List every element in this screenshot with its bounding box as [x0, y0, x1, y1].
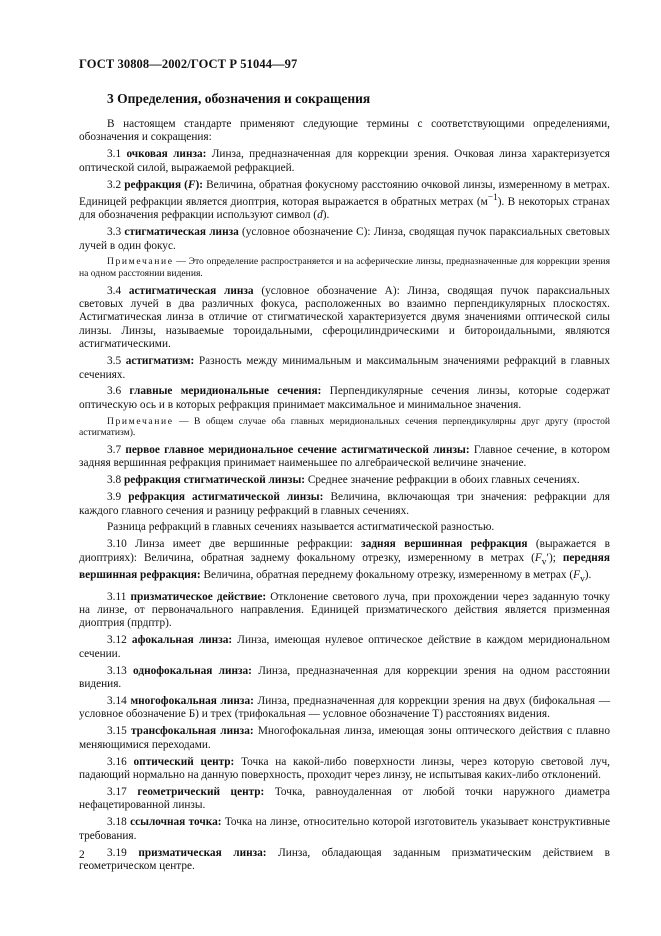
- clause-number: 3.16: [107, 755, 127, 768]
- definition-text: Величина, обратная фокусному расстоянию очковой линзы, измеренному в метрах. Единицей рефракции является диоптрия, которая выражается в обратных метрах (м: [79, 178, 610, 208]
- definition-3-11: [79, 591, 610, 631]
- clause-number: 3.4: [107, 284, 122, 297]
- term: призматическая линза:: [138, 846, 267, 859]
- term: ссылочная точка:: [130, 816, 222, 829]
- definition-3-8: [79, 474, 610, 487]
- definition-text: Перпендикулярные сечения линзы, которые содержат оптическую ось и в которых рефракция принимает максимальное и минимальное значения.: [79, 385, 611, 411]
- definition-text: Многофокальная линза, имеющая зоны оптического действия с плавно меняющимися переходами.: [79, 725, 610, 751]
- definition-3-12: [79, 634, 610, 661]
- note-1: [79, 256, 610, 279]
- definition-3-2: 3.2 рефракция (F): Величина, обратная фокусному расстоянию очковой линзы, измеренному в метрах. Единицей рефракции является диоптрия, которая выражается в обратных метрах $(м^{-1})$. В некоторых странах для обозначения рефракции используют символ (d).: [79, 178, 611, 222]
- term: многофокальная линза:: [130, 694, 254, 707]
- term: призматическое действие:: [130, 590, 267, 603]
- term: первое главное меридиональное сечение астигматической линзы:: [125, 443, 470, 456]
- term: рефракция (F):: [124, 178, 203, 191]
- definition-text: Линза, имеющая нулевое оптическое действие в каждом меридиональном сечении.: [79, 634, 610, 660]
- definition-text: Точка на какой-либо поверхности линзы, через которую световой луч, падающий нормально на данную поверхность, проходит через линзу, не испытывая каких-либо отклонений.: [79, 755, 611, 781]
- term: очковая линза:: [126, 148, 207, 161]
- definition-text: Величина, включающая три значения: рефракции для каждого главного сечения и разницу рефракций в главных сечениях.: [79, 491, 610, 517]
- clause-number: 3.12: [107, 634, 127, 647]
- definition-3-4: [79, 285, 610, 352]
- definition-text: Главное сечение, в котором задняя вершинная рефракция принимает наименьшее по алгебраической величине значение.: [79, 443, 610, 470]
- subscript: v: [541, 557, 547, 568]
- term: трансфокальная линза:: [130, 725, 254, 738]
- clause-number: 3.14: [107, 694, 127, 707]
- note-2: [79, 416, 610, 439]
- definition-text: Линза, обладающая заданным призматическим действием в геометрическом центре.: [79, 846, 611, 872]
- clause-number: 3.9: [107, 491, 122, 504]
- clause-number: 3.11: [107, 590, 127, 603]
- term: передняя вершинная рефракция:: [79, 551, 611, 582]
- intro-paragraph: В настоящем стандарте применяют следующие термины с соответствующими определениями, обозначения и сокращения:: [79, 118, 610, 144]
- definition-3-18: [79, 816, 610, 843]
- definition-3-14: [79, 695, 610, 722]
- document-body: [79, 118, 610, 877]
- definition-3-10: 3.10 Линза имеет две вершинные рефракции: задняя вершинная рефракция (выражается в диоптриях): Величина, обратная заднему фокальному отрезку, измеренному в метрах $(F_v')$; передняя вершинная рефракция: Величина, обратная переднему фокальному отрезку, измеренному в метрах $(F_v)$.: [79, 538, 611, 585]
- clause-number: 3.13: [107, 664, 127, 677]
- page-number: 2: [79, 849, 85, 861]
- definition-3-17: [79, 786, 610, 813]
- definition-3-5: [79, 355, 610, 382]
- definition-text: Среднее значение рефракции в обоих главных сечениях.: [307, 474, 580, 487]
- term: оптический центр:: [133, 755, 235, 768]
- definition-3-16: [79, 756, 610, 783]
- term: стигматическая линза: [124, 226, 239, 239]
- clause-number: 3.8: [107, 474, 122, 487]
- definition-text: (условное обозначение А): Линза, сводящая пучок параксиальных световых лучей в два различных фокуса, расположенных во взаимно перпендикулярных плоскостях. Астигматическая линза в отличие от стигматической характеризуется двумя значениями оптической силы линзы. Линзы, называемые тороидальными, сфероцилиндрическими и битороидальными, являются астигматическими.: [79, 284, 610, 351]
- definition-3-9: [79, 491, 610, 518]
- definition-text: (условное обозначение С): Линза, сводящая пучок параксиальных световых лучей в один фокус.: [79, 226, 610, 252]
- term: афокальная линза:: [131, 634, 233, 647]
- term: геометрический центр:: [137, 785, 265, 798]
- clause-number: 3.5: [107, 355, 122, 368]
- term: главные меридиональные сечения:: [129, 385, 322, 398]
- clause-number: 3.6: [107, 385, 122, 398]
- term: рефракция стигматической линзы:: [123, 474, 306, 487]
- clause-number: 3.3: [107, 226, 122, 239]
- term: рефракция астигматической линзы:: [128, 491, 324, 504]
- definition-text: Точка, равноудаленная от любой точки наружного диаметра нефацетированной линзы.: [79, 785, 610, 812]
- clause-number: 3.15: [107, 725, 127, 738]
- clause-number: 3.17: [107, 785, 127, 798]
- clause-number: 3.10: [107, 538, 127, 551]
- clause-number: 3.2: [107, 178, 122, 191]
- symbol: d: [317, 209, 323, 222]
- definition-text: Точка на линзе, относительно которой изготовитель указывает конструктивные требования.: [79, 816, 610, 842]
- clause-number: 3.7: [107, 443, 122, 456]
- astigmatic-difference-paragraph: Разница рефракций в главных сечениях называется астигматической разностью.: [107, 521, 495, 534]
- term: астигматизм:: [125, 355, 195, 368]
- definition-3-15: [79, 725, 610, 752]
- clause-number: 3.1: [107, 148, 122, 161]
- definition-3-19: [79, 847, 610, 874]
- term: астигматическая линза: [128, 284, 254, 297]
- definition-text: Отклонение светового луча, при прохождении через заданную точку на линзе, от первоначального направления. Единицей призматического действия является призменная диоптрия (прдптр).: [79, 590, 610, 630]
- clause-number: 3.19: [107, 846, 127, 859]
- definition-3-13: [79, 665, 610, 692]
- term: задняя вершинная рефракция: [361, 538, 528, 551]
- subscript: v: [580, 574, 585, 585]
- definition-3-1: [79, 148, 610, 175]
- term: однофокальная линза:: [133, 664, 252, 677]
- note-text: — Это определение распространяется и на асферические линзы, предназначенные для коррекции зрения на одном расстоянии видения.: [79, 256, 610, 280]
- superscript: −1: [487, 193, 498, 204]
- clause-number: 3.18: [107, 816, 127, 829]
- definition-text: Линза, предназначенная для коррекции зрения на одном расстоянии видения.: [79, 664, 610, 691]
- definition-text: Разность между минимальным и максимальным значениями рефракций в главных сечениях.: [79, 355, 610, 381]
- definition-3-3: [79, 226, 610, 253]
- definition-text: Линза, предназначенная для коррекции зрения. Очковая линза характеризуется оптической силой, выражаемой рефракцией.: [79, 148, 610, 174]
- symbol: F: [573, 569, 581, 582]
- symbol: F: [534, 551, 542, 564]
- note-label: Примечание: [107, 256, 174, 268]
- document-header: ГОСТ 30808—2002/ГОСТ Р 51044—97: [79, 57, 298, 71]
- definition-3-7: [79, 444, 610, 471]
- symbol: F: [187, 178, 196, 191]
- note-label: Примечание: [107, 415, 174, 427]
- definition-text: Линза, предназначенная для коррекции зрения на двух (бифокальная — условное обозначение Б) и трех (трифокальная — условное обозначение Т) расстояниях видения.: [79, 694, 610, 721]
- section-title: 3 Определения, обозначения и сокращения: [107, 91, 371, 106]
- definition-3-6: [79, 385, 610, 412]
- note-text: — В общем случае оба главных меридиональных сечения перпендикулярны друг другу (простой астигматизм).: [79, 415, 611, 439]
